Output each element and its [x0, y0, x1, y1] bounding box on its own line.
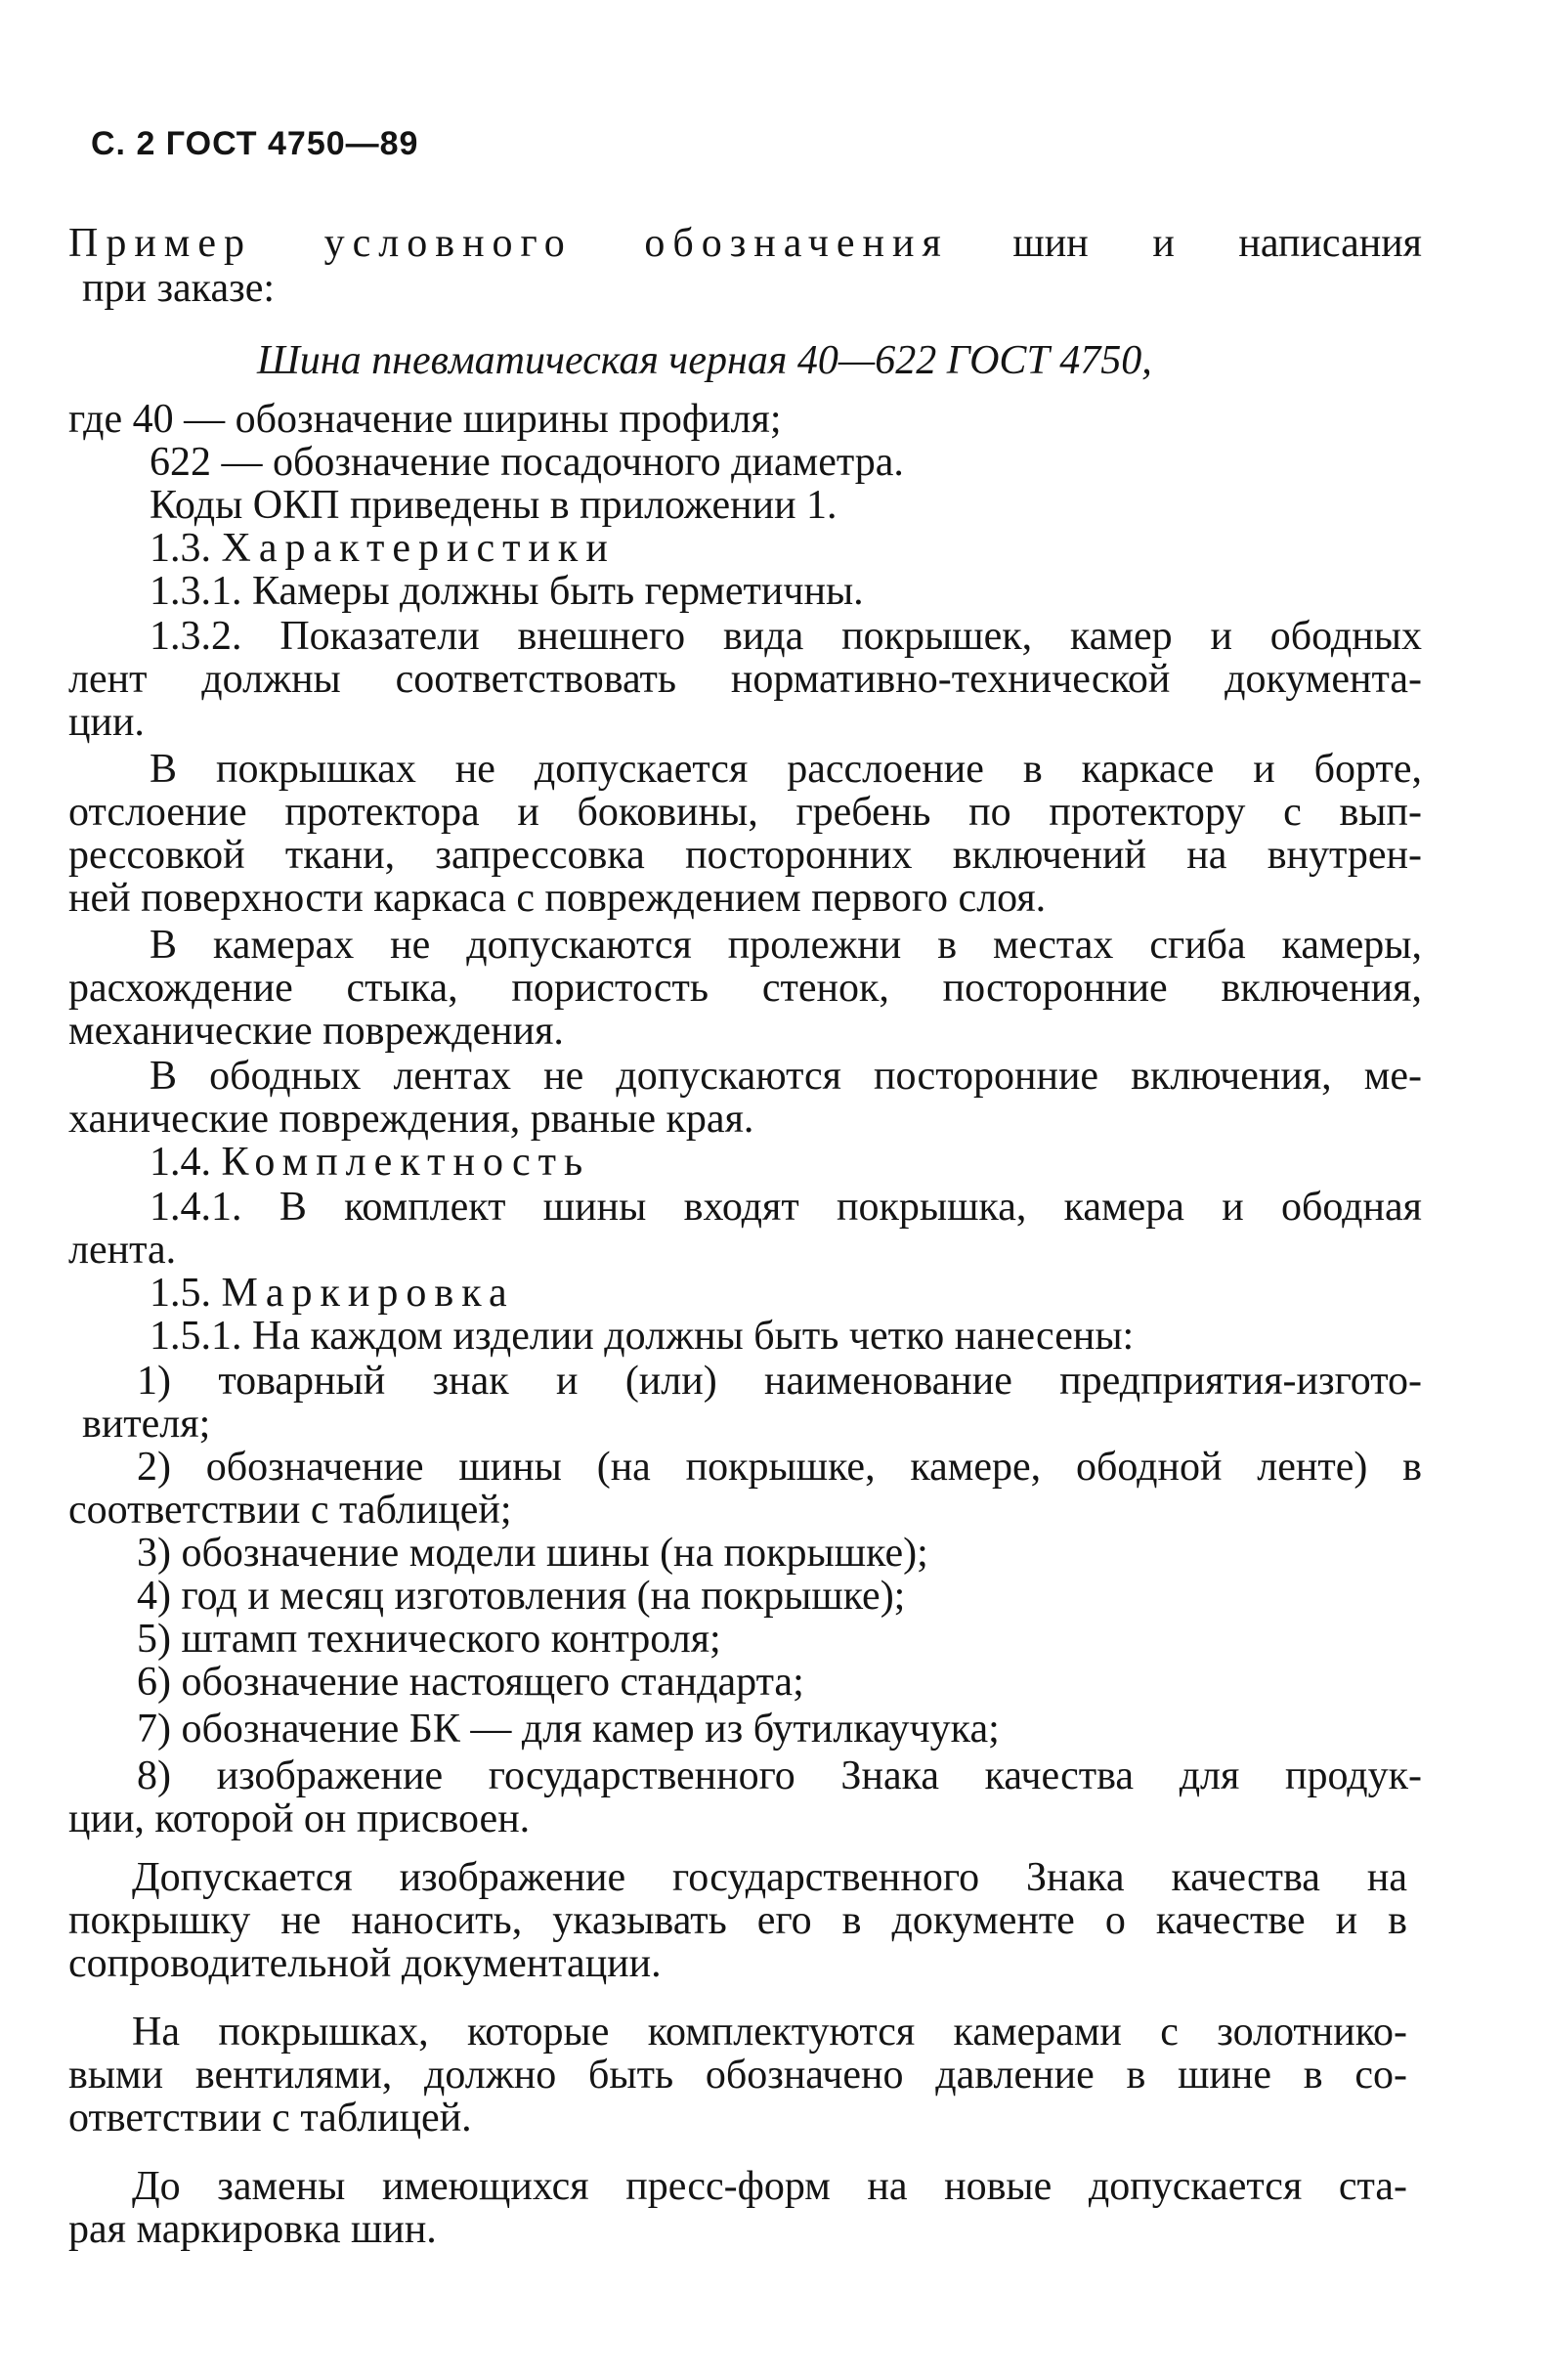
- pressure-para-line-2: выми вентилями, должно быть обозначено давление в шине в со-: [68, 2053, 1407, 2098]
- section-number: 1.4.: [150, 1140, 211, 1185]
- clause-1-3-2-line-2: лент должны соответствовать нормативно-технической документа-: [68, 657, 1422, 702]
- flaps-para-line-1: В ободных лентах не допускаются посторонние включения, ме-: [150, 1054, 1422, 1099]
- marking-item-1-line-2: вителя;: [82, 1402, 211, 1447]
- section-1-3-heading: [150, 528, 616, 569]
- tires-para-line-3: рессовкой ткани, запрессовка посторонних включений на внутрен-: [68, 833, 1422, 878]
- clause-1-4-1-line-2: лента.: [68, 1228, 177, 1273]
- marking-item-6: 6) обозначение настоящего стандарта;: [137, 1660, 804, 1705]
- section-title: Маркировка: [221, 1271, 515, 1316]
- quality-mark-para-line-2: покрышку не наносить, указывать его в документе о качестве и в: [68, 1898, 1407, 1943]
- clause-1-3-2-line-1: 1.3.2. Показатели внешнего вида покрышек, камер и ободных: [150, 614, 1422, 659]
- clause-1-4-1-line-1: 1.4.1. В комплект шины входят покрышка, камера и ободная: [150, 1185, 1422, 1230]
- marking-item-8-line-2: ции, которой он присвоен.: [68, 1796, 531, 1841]
- section-1-4-heading: [150, 1142, 590, 1183]
- okp-note: Коды ОКП приведены в приложении 1.: [150, 483, 838, 528]
- clause-1-5-1: 1.5.1. На каждом изделии должны быть четко нанесены:: [150, 1314, 1135, 1359]
- pressure-para-line-1: На покрышках, которые комплектуются камерами с золотнико-: [132, 2010, 1407, 2055]
- tires-para-line-2: отслоение протектора и боковины, гребень по протектору с вып-: [68, 790, 1422, 835]
- section-title: Комплектность: [221, 1140, 591, 1185]
- section-number: 1.3.: [150, 526, 211, 571]
- flaps-para-line-2: ханические повреждения, рваные края.: [68, 1097, 754, 1142]
- tubes-para-line-1: В камерах не допускаются пролежни в местах сгиба камеры,: [150, 923, 1422, 968]
- section-number: 1.5.: [150, 1271, 211, 1316]
- clause-1-3-2-line-3: ции.: [68, 700, 145, 745]
- where-line-1: где 40 — обозначение ширины профиля;: [68, 397, 782, 442]
- clause-1-3-1: 1.3.1. Камеры должны быть герметичны.: [150, 569, 864, 614]
- marking-item-2-line-2: соответствии с таблицей;: [68, 1488, 512, 1533]
- molds-para-line-2: рая маркировка шин.: [68, 2207, 437, 2252]
- tires-para-line-1: В покрышках не допускается расслоение в каркасе и борте,: [150, 747, 1422, 792]
- where-line-2: 622 — обозначение посадочного диаметра.: [150, 440, 904, 485]
- intro-line-1: [68, 223, 1422, 264]
- marking-item-1-line-1: 1) товарный знак и (или) наименование предприятия-изгото-: [137, 1359, 1422, 1404]
- tires-para-line-4: ней поверхности каркаса с повреждением первого слоя.: [68, 876, 1047, 921]
- quality-mark-para-line-3: сопроводительной документации.: [68, 1941, 662, 1986]
- marking-item-2-line-1: 2) обозначение шины (на покрышке, камере, ободной ленте) в: [137, 1445, 1422, 1490]
- intro-rest: шин и написания: [1012, 221, 1422, 266]
- molds-para-line-1: До замены имеющихся пресс-форм на новые допускается ста-: [132, 2164, 1407, 2209]
- section-title: Характеристики: [221, 526, 616, 571]
- marking-item-8-line-1: 8) изображение государственного Знака качества для продук-: [137, 1753, 1422, 1798]
- marking-item-3: 3) обозначение модели шины (на покрышке);: [137, 1531, 928, 1576]
- tubes-para-line-3: механические повреждения.: [68, 1009, 564, 1054]
- example-designation: Шина пневматическая черная 40—622 ГОСТ 4750,: [257, 338, 1152, 383]
- marking-item-7: 7) обозначение БК — для камер из бутилкаучука;: [137, 1707, 1000, 1752]
- marking-item-5: 5) штамп технического контроля;: [137, 1617, 721, 1662]
- marking-item-4: 4) год и месяц изготовления (на покрышке);: [137, 1574, 906, 1619]
- quality-mark-para-line-1: Допускается изображение государственного Знака качества на: [132, 1855, 1407, 1900]
- tubes-para-line-2: расхождение стыка, пористость стенок, посторонние включения,: [68, 966, 1422, 1011]
- section-1-5-heading: [150, 1273, 515, 1314]
- page-header: С. 2 ГОСТ 4750—89: [91, 125, 419, 162]
- pressure-para-line-3: ответствии с таблицей.: [68, 2096, 472, 2141]
- intro-spaced-phrase: Пример условного обозначения: [68, 221, 949, 266]
- intro-line-2: при заказе:: [82, 266, 275, 311]
